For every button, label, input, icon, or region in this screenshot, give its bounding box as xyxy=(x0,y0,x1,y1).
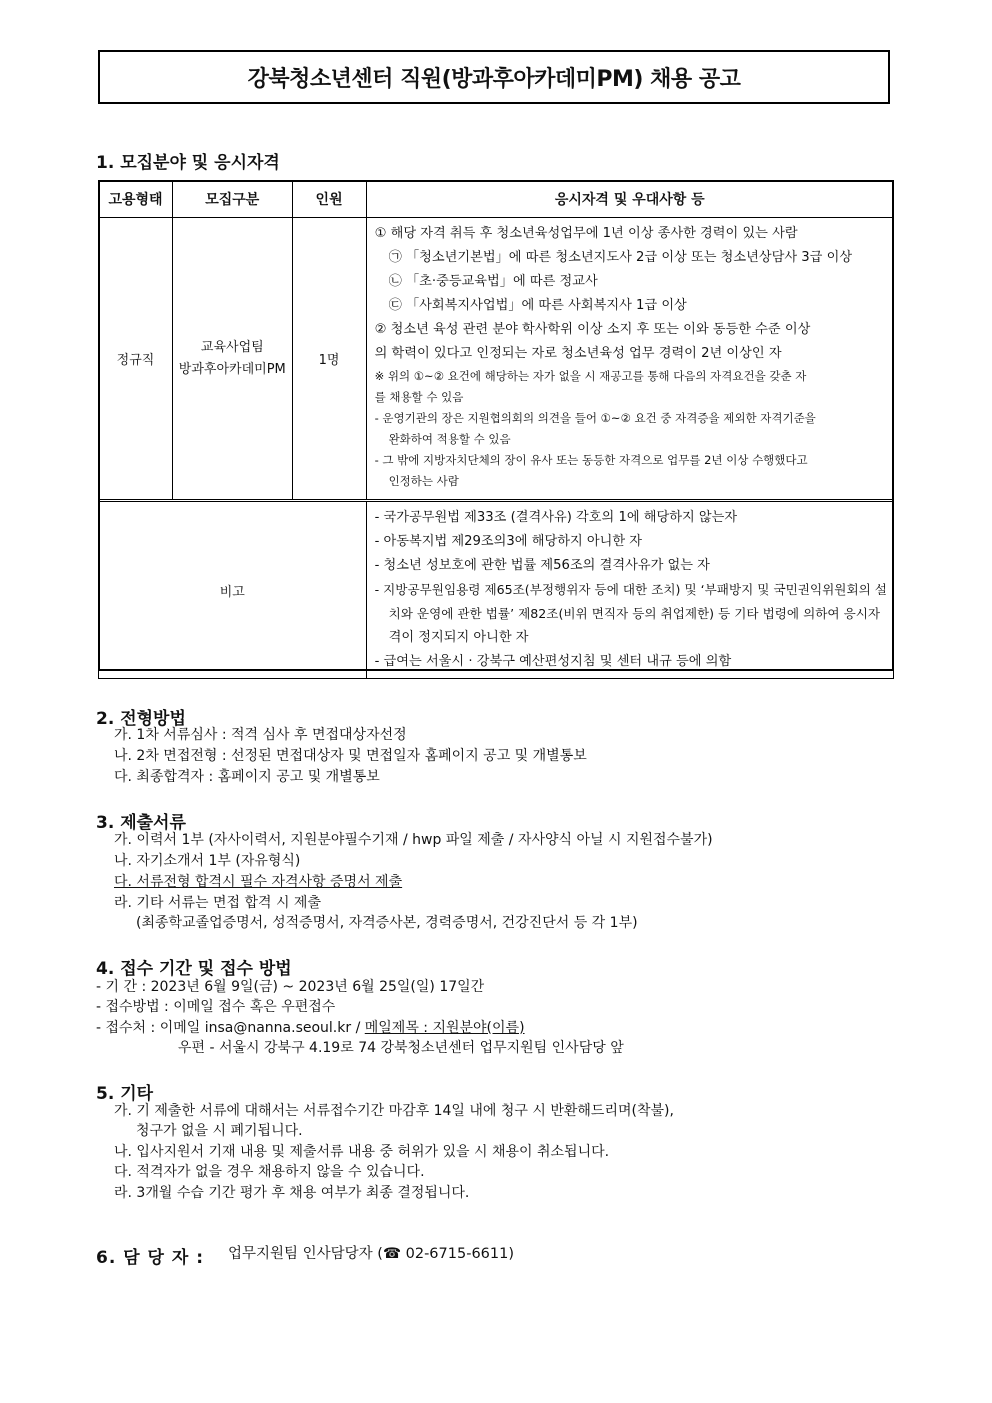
etc-item-1-cont: 청구가 없을 시 폐기됩니다. xyxy=(136,1123,303,1139)
category-role: 방과후아카데미PM xyxy=(178,361,286,377)
header-employment-type: 고용형태 xyxy=(99,181,173,218)
qualification-line: - 운영기관의 장은 지원협의회의 의견을 들어 ①~② 요건 중 자격증을 제외한 자격기준을 xyxy=(374,411,816,425)
header-count: 인원 xyxy=(292,181,366,218)
contact-phone: 02-6715-6611) xyxy=(401,1246,514,1262)
document-item-3: 다. 서류전형 합격시 필수 자격사항 증명서 제출 xyxy=(114,874,403,890)
etc-item-1: 가. 기 제출한 서류에 대해서는 서류접수기간 마감후 14일 내에 청구 시 반환해드리며(착불), xyxy=(114,1103,674,1119)
header-category: 모집구분 xyxy=(172,181,292,218)
remark-line: - 급여는 서울시 · 강북구 예산편성지침 및 센터 내규 등에 의함 xyxy=(374,654,732,669)
etc-item-3: 다. 적격자가 없을 경우 채용하지 않을 수 있습니다. xyxy=(114,1164,425,1180)
etc-item-2: 나. 입사지원서 기재 내용 및 제출서류 내용 중 허위가 있을 시 채용이 취소됩니다. xyxy=(114,1144,610,1160)
application-place xyxy=(96,1018,525,1039)
qualification-line: 를 채용할 수 있음 xyxy=(374,390,464,404)
section-6-heading: 6. 담 당 자 : xyxy=(96,1248,205,1268)
qualification-line: ② 청소년 육성 관련 분야 학사학위 이상 소지 후 또는 이와 동등한 수준 이상 xyxy=(374,322,811,337)
qualification-line: 의 학력이 있다고 인정되는 자로 청소년육성 업무 경력이 2년 이상인 자 xyxy=(374,346,782,361)
qualification-line: 완화하여 적용할 수 있음 xyxy=(388,432,511,446)
count-cell: 1명 xyxy=(292,218,366,501)
remark-line: 격이 정지되지 아니한 자 xyxy=(388,630,529,645)
qualification-line: - 그 밖에 지방자치단체의 장이 유사 또는 동등한 자격으로 업무를 2년 이상 수행했다고 xyxy=(374,453,808,467)
document-item-4: 라. 기타 서류는 면접 합격 시 제출 xyxy=(114,895,321,911)
application-method: - 접수방법 : 이메일 접수 혹은 우편접수 xyxy=(96,999,336,1015)
remark-line: - 지방공무원임용령 제65조(부정행위자 등에 대한 조치) 및 ‘부패방지 및 국민권익위원회의 설 xyxy=(374,582,887,597)
contact-name: 업무지원팀 인사담당자 ( xyxy=(228,1246,383,1262)
header-qualifications: 응시자격 및 우대사항 등 xyxy=(366,181,893,218)
section-4-heading: 4. 접수 기간 및 접수 방법 xyxy=(96,959,292,979)
remarks-label: 비고 xyxy=(99,501,367,679)
category-team: 교육사업팀 xyxy=(200,339,264,355)
application-period: - 기 간 : 2023년 6월 9일(금) ~ 2023년 6월 25일(일) 17일간 xyxy=(96,979,485,995)
section-1-heading: 1. 모집분야 및 응시자격 xyxy=(96,153,280,173)
section-5-heading: 5. 기타 xyxy=(96,1084,154,1104)
remark-line: - 청소년 성보호에 관한 법률 제56조의 결격사유가 없는 자 xyxy=(374,558,710,573)
mail-subject-format: 메일제목 : 지원분야(이름) xyxy=(364,1020,525,1036)
qualification-line: 인정하는 사람 xyxy=(388,474,459,488)
remark-line: 치와 운영에 관한 법률’ 제82조(비위 면직자 등의 취업제한) 등 기타 법령에 의하여 응시자 xyxy=(388,606,881,621)
selection-step-1: 가. 1차 서류심사 : 적격 심사 후 면접대상자선정 xyxy=(114,727,407,743)
qualification-line: ㉡ 「초·중등교육법」에 따른 정교사 xyxy=(388,274,598,289)
page-title: 강북청소년센터 직원(방과후아카데미PM) 채용 공고 xyxy=(98,50,890,104)
remark-line: - 아동복지법 제29조의3에 해당하지 아니한 자 xyxy=(374,534,643,549)
section-2-heading: 2. 전형방법 xyxy=(96,709,186,729)
qualification-line: ※ 위의 ①~② 요건에 해당하는 자가 없을 시 재공고를 통해 다음의 자격요건을 갖춘 자 xyxy=(374,369,807,383)
document-item-4-detail: (최종학교졸업증명서, 성적증명서, 자격증사본, 경력증명서, 건강진단서 등 각 1부) xyxy=(136,915,638,931)
application-email: - 접수처 : 이메일 insa@nanna.seoul.kr / xyxy=(96,1020,365,1036)
employment-type-cell: 정규직 xyxy=(99,218,173,501)
phone-icon: ☎ xyxy=(382,1246,402,1262)
qualification-line: ① 해당 자격 취득 후 청소년육성업무에 1년 이상 종사한 경력이 있는 사람 xyxy=(374,226,798,241)
remarks-row xyxy=(99,501,894,679)
selection-step-2: 나. 2차 면접전형 : 선정된 면접대상자 및 면접일자 홈페이지 공고 및 개별통보 xyxy=(114,748,587,764)
recruitment-table xyxy=(98,180,894,679)
section-3-heading: 3. 제출서류 xyxy=(96,813,186,833)
application-post-address: 우편 - 서울시 강북구 4.19로 74 강북청소년센터 업무지원팀 인사담당 앞 xyxy=(178,1040,624,1056)
category-cell xyxy=(172,218,292,501)
document-item-1: 가. 이력서 1부 (자사이력서, 지원분야필수기재 / hwp 파일 제출 / 자사양식 아닐 시 지원접수불가) xyxy=(114,832,713,848)
qualifications-cell xyxy=(366,218,893,501)
qualification-line: ㉠ 「청소년기본법」에 따른 청소년지도사 2급 이상 또는 청소년상담사 3급 이상 xyxy=(388,250,853,265)
selection-step-3: 다. 최종합격자 : 홈페이지 공고 및 개별통보 xyxy=(114,769,380,785)
table-row xyxy=(99,218,894,501)
remark-line: - 국가공무원법 제33조 (결격사유) 각호의 1에 해당하지 않는자 xyxy=(374,510,738,525)
contact-info xyxy=(228,1244,514,1265)
qualification-line: ㉢ 「사회복지사업법」에 따른 사회복지사 1급 이상 xyxy=(388,298,687,313)
etc-item-4: 라. 3개월 수습 기간 평가 후 채용 여부가 최종 결정됩니다. xyxy=(114,1185,470,1201)
document-item-2: 나. 자기소개서 1부 (자유형식) xyxy=(114,853,301,869)
remarks-cell xyxy=(366,501,893,679)
table-header-row xyxy=(99,181,894,218)
